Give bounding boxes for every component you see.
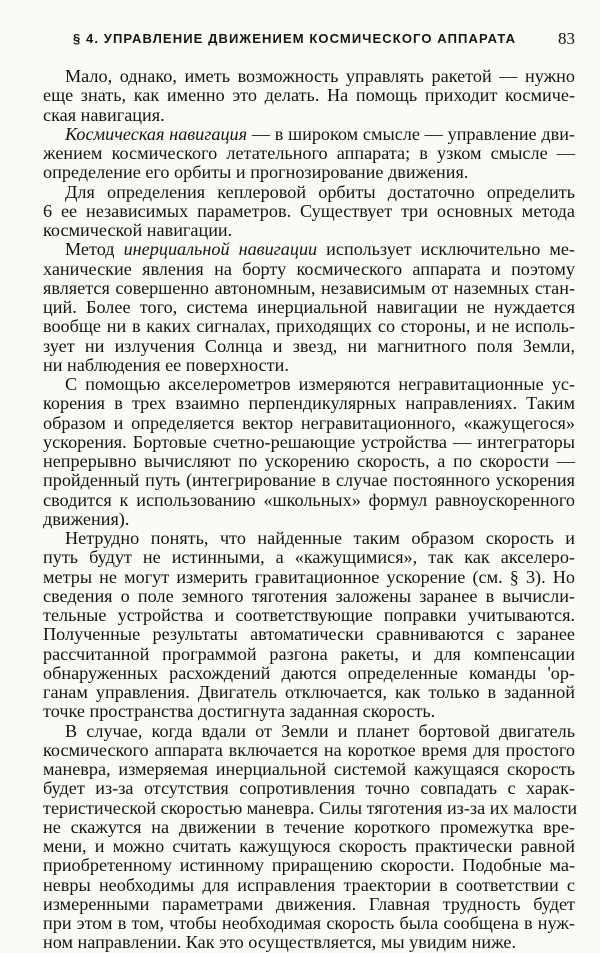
text-fragment: Метод [65,239,124,260]
paragraph [43,240,575,375]
text-line: движения). [43,508,130,529]
text-line: сведения о поле земного тяготения заложены заранее в вычисли- [43,585,575,606]
text-line: Для определения кеплеровой орбиты достаточно определить [65,181,575,202]
paragraph [43,375,575,529]
text-line: вообще ни в каких сигналах, приходящих со стороны, и не исполь- [43,316,575,337]
text-line: сводится к использованию «школьных» формул равноускоренного [43,489,575,510]
text-line: В случае, когда вдали от Земли и планет бортовой двигатель [65,720,575,741]
text-line: измеренными параметрами движения. Главная трудность будет [43,893,575,914]
text-line: 6 ее независимых параметров. Существует три основных метода [43,200,575,221]
paragraph [43,67,575,125]
text-line: непрерывно вычисляют по ускорению скорость, а по скорости — [43,451,575,471]
text-line [43,125,575,144]
text-line: космической навигации. [43,220,233,240]
italic-term: инерциальной навигации [123,239,318,260]
text-line: еще знать, как именно это делать. На помощь приходит космиче- [43,85,575,106]
running-title: § 4. УПРАВЛЕНИЕ ДВИЖЕНИЕМ КОСМИЧЕСКОГО АППАРАТА [73,31,517,46]
text-line: ская навигация. [43,104,165,125]
text-line: ганам управления. Двигатель отключается, как только в заданной [43,682,575,702]
text-line: невры необходимы для исправления траектории в соответствии с [43,874,575,895]
text-line: ни наблюдения ее поверхности. [43,354,289,375]
text-line: С помощью акселерометров измеряются негравитационные ус- [65,374,575,394]
text-line: является совершенно автономным, независимым от наземных стан- [43,277,575,298]
text-line: теристической скоростью маневра. Силы тяготения из-за их малости [43,797,578,818]
italic-term: Космическая навигация [65,123,248,144]
text-line: корения в трех взаимно перпендикулярных направлениях. Таким [43,393,575,414]
text-line: Мало, однако, иметь возможность управлять ракетой — нужно [65,66,575,86]
text-fragment: использует исключительно ме- [317,239,575,260]
text-line: ном направлении. Как это осуществляется, мы увидим ниже. [43,932,517,953]
text-line [43,240,575,259]
paragraph [43,125,575,183]
text-line: точке пространства достигнута заданная скорость. [43,701,436,722]
paragraph [43,183,575,241]
text-line: Нетрудно понять, что найденные таким образом скорость и [65,528,575,548]
text-line: определение его орбиты и прогнозирование движения. [43,162,469,183]
text-line: обнаруженных расхождений даются определенные команды 'ор- [43,662,575,683]
body-text [43,66,578,953]
text-line: космического аппарата включается на короткое время для простого [43,739,575,760]
text-line: ускорения. Бортовые счетно-решающие устройства — интеграторы [43,431,575,452]
text-line: приобретенному истинному приращению скорости. Подобные ма- [43,855,575,876]
text-line: тельные устройства и соответствующие поправки учитываются. [43,605,575,625]
text-line: образом и определяется вектор негравитационного, «кажущегося» [43,412,575,433]
text-fragment: — в широком смысле — управление дви- [247,123,575,144]
text-line: метры не могут измерить гравитационное ускорение (см. § 3). Но [43,566,575,587]
text-line: рассчитанной программой разгона ракеты, и для компенсации [43,643,575,664]
text-line: ханические явления на борту космического аппарата и поэтому [43,258,575,279]
paragraph [43,529,575,722]
text-line: Полученные результаты автоматически сравниваются с заранее [43,624,575,645]
page-number: 83 [558,29,575,48]
text-line: зует ни излучения Солнца и звезд, ни магнитного поля Земли, [43,335,575,356]
text-line: будет из-за отсутствия сопротивления точно совпадать с харак- [43,778,575,799]
text-line: пройденный путь (интегрирование в случае постоянного ускорения [43,470,575,491]
running-head [43,30,575,54]
text-line: не скажутся на движении в течение короткого промежутка вре- [43,816,575,837]
text-line: жением космического летательного аппарата; в узком смысле — [43,143,575,163]
text-line: мени, и можно считать кажущуюся скорость практически равной [43,836,575,856]
paragraph [43,720,578,953]
text-line: при этом в том, чтобы необходимая скорость была сообщена в нуж- [43,913,575,933]
text-line: ций. Более того, система инерциальной навигации не нуждается [43,297,575,317]
text-line: путь будут не истинными, а «кажущимися», так как акселеро- [43,547,575,568]
text-line: маневра, измеряемая инерциальной системой кажущаяся скорость [43,759,575,779]
